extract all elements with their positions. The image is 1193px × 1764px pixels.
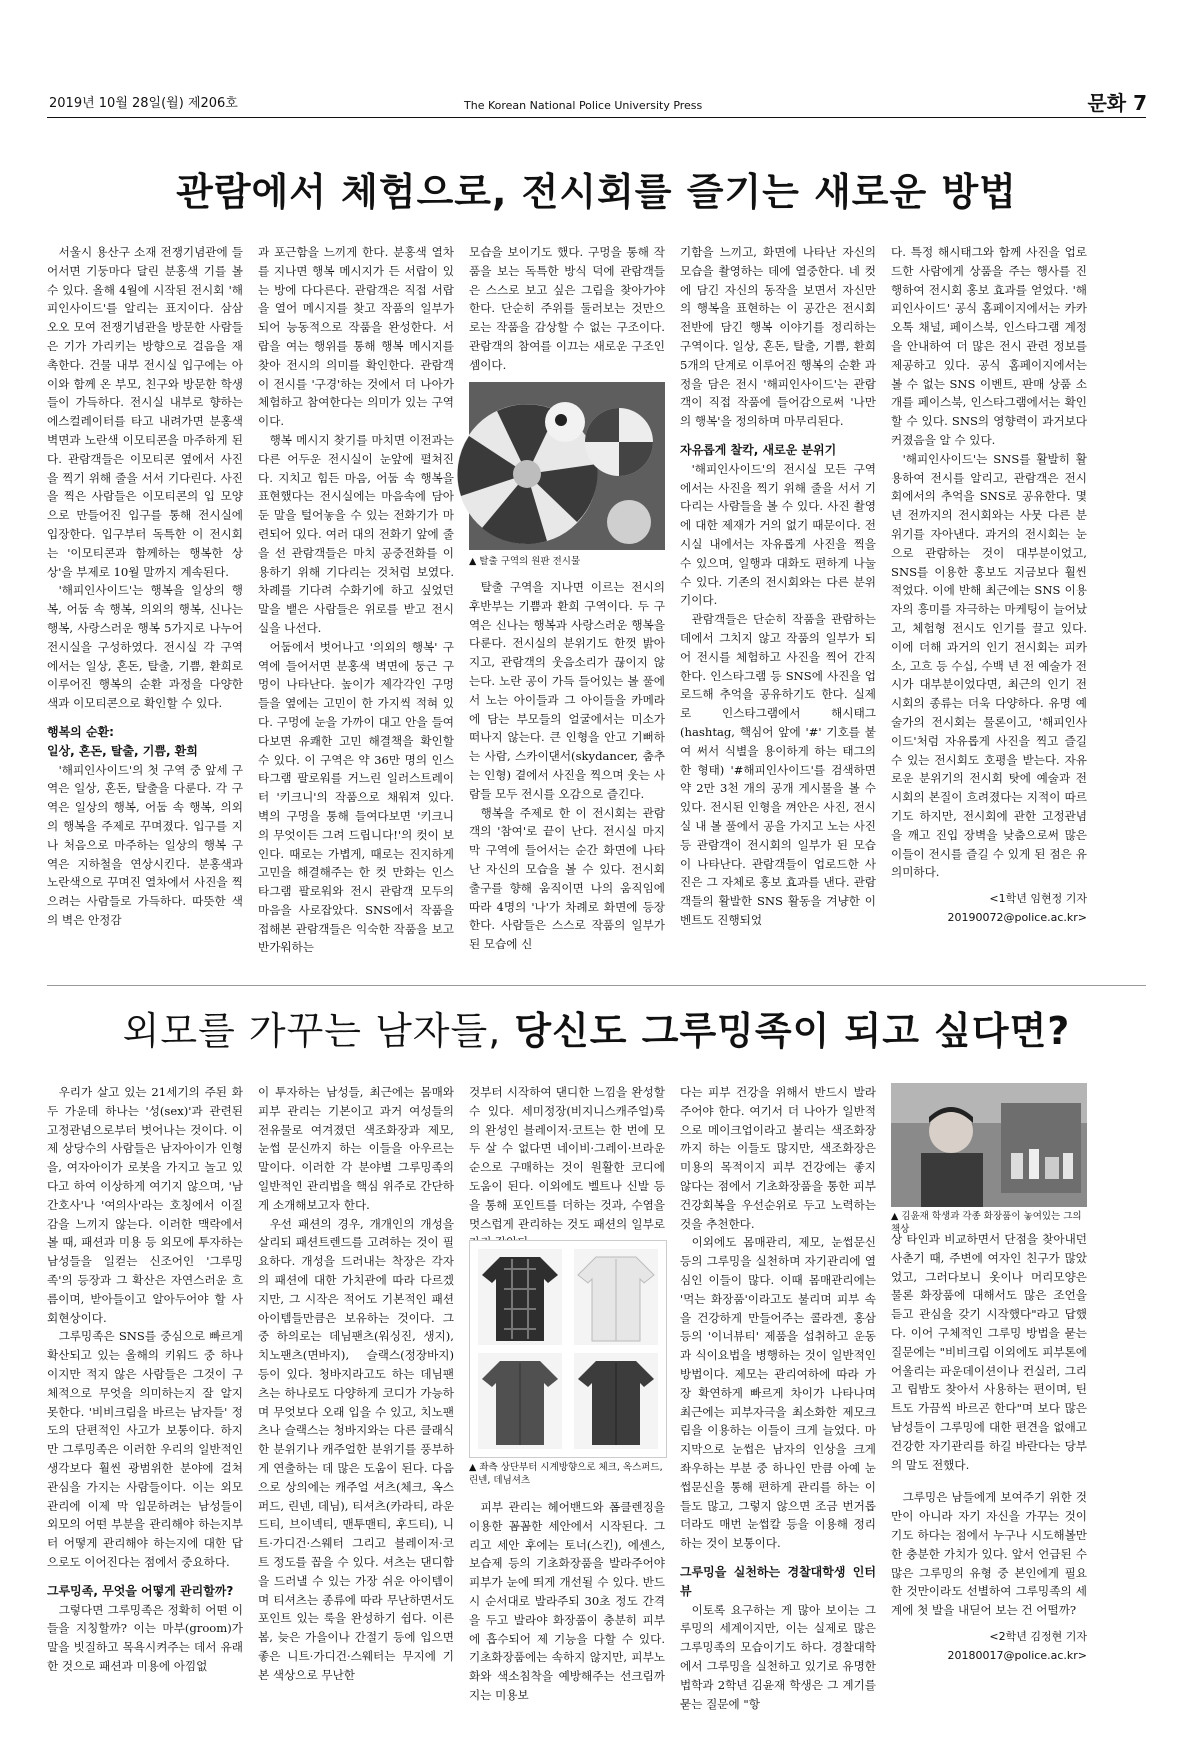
header-rule (47, 117, 1146, 118)
paragraph: 다. 특정 해시태그와 함께 사진을 업로드한 사람에게 상품을 주는 행사를 진행하여 전시회 홍보 효과를 얻었다. '해피인사이드' 공식 홈페이지에서는 카카오톡 채널, 페이스북, 인스타그램 계정을 안내하여 더 많은 전시 관련 정보를 제공하고 있다. 공식 홈페이지에서는 볼 수 없는 SNS 이벤트, 판매 상품 소개를 페이스북, 인스타그램에서는 확인할 수 있다. SNS의 영향력이 과거보다 커졌음을 알 수 있다. (891, 245, 1087, 447)
paragraph: 그루밍은 남들에게 보여주기 위한 것만이 아니라 자기 자신을 가꾸는 것이기도 하다는 점에서 누구나 시도해볼만한 충분한 가치가 있다. 앞서 언급된 수많은 그루밍의 유형 중 본인에게 필요한 것만이라도 선별하여 그루밍족의 세계에 첫 발을 내딛어 보는 건 어떨까? (891, 1490, 1087, 1618)
paragraph: 행복을 주제로 한 이 전시회는 관람객의 '참여'로 끝이 난다. 전시실 마지막 구역에 들어서는 순간 화면에 나타난 자신의 모습을 볼 수 있다. 전시회 출구를 향해 움직이면 나의 움직임에 따라 4명의 '나'가 차례로 화면에 등장한다. 사람들은 스스로 작품의 일부가 된 모습에 신 (469, 805, 665, 952)
denim-shirt (574, 1353, 658, 1449)
article2-headline (0, 1000, 1193, 1055)
paragraph: 탈출 구역을 지나면 이르는 전시의 후반부는 기쁨과 환희 구역이다. 두 구역은 신나는 행복과 사랑스러운 행복을 다룬다. 전시실의 분위기도 한껏 밝아지고, 관람객의 웃음소리가 끊이지 않는다. 노란 공이 가득 들어있는 볼 풀에서 노는 아이들과 그 아이들을 카메라에 담는 부모들의 얼굴에서는 미소가 떠나지 않는다. 큰 인형을 안고 기뻐하는 사람, 스카이댄서(skydancer, 춤추는 인형) 곁에서 사진을 찍으며 웃는 사람들 모두 전시를 오감으로 즐긴다. (469, 580, 665, 801)
shirts-photo-caption: ▲ 좌측 상단부터 시계방향으로 체크, 옥스퍼드, 린넨, 데님셔츠 (469, 1462, 663, 1486)
paragraph: 이 투자하는 남성들, 최근에는 몸매와 피부 관리는 기본이고 과거 여성들의 전유물로 여겨졌던 색조화장과 제모, 눈썹 문신까지 하는 이들을 아우르는 말이다. 이러한 각 분야별 그루밍족의 일반적인 관리법을 핵심 위주로 간단하게 소개해보고자 한다. (258, 1085, 454, 1212)
paragraph: 행복 메시지 찾기를 마치면 이전과는 다른 어두운 전시실이 눈앞에 펼쳐진다. 지치고 힘든 마음, 어둠 속 행복을 표현했다는 전시실에는 마음속에 담아 둔 말을 털어놓을 수 있는 전화기가 마련되어 있다. 여러 대의 전화기 앞에 줄을 선 관람객들은 마치 공중전화를 이용하기 위해 기다리는 것처럼 보였다. 차례를 기다려 수화기에 하고 싶었던 말을 뱉은 사람들은 위로를 받고 전시실을 나선다. (258, 432, 454, 635)
paragraph: '해피인사이드'는 행복을 일상의 행복, 어둠 속 행복, 의외의 행복, 신나는 행복, 사랑스러운 행복 5가지로 나누어 전시실을 구성하였다. 전시실 각 구역에서는 일상, 혼돈, 탈출, 기쁨, 환희로 이루어진 행복의 순환 과정을 다양한 색과 이모티콘으로 확인할 수 있다. (47, 583, 243, 711)
check-shirt (478, 1249, 562, 1345)
article1-col3-top (469, 243, 665, 373)
paragraph: 모습을 보이기도 했다. 구멍을 통해 작품을 보는 독특한 방식 덕에 관람객들은 스스로 보고 싶은 그림을 찾아가야 한다. 단순히 주위를 둘러보는 것만으로는 작품을 감상할 수 없는 구조이다. 관람객의 참여를 이끄는 새로운 구조인 셈이다. (469, 245, 665, 372)
headline-bold-part: 당신도 그루밍족이 되고 싶다면? (514, 1009, 1071, 1053)
paragraph: 것부터 시작하여 댄디한 느낌을 완성할 수 있다. 세미정장(비지니스캐주얼)룩의 완성인 블레이저·코트는 한 번에 모두 살 수 없다면 네이비·그레이·브라운 순으로 구매하는 것이 원활한 코디에 도움이 된다. 이외에도 벨트나 신발 등을 통해 포인트를 더하는 것과, 수염을 멋스럽게 관리하는 것도 패션의 일부로 자리 잡았다. (469, 1085, 665, 1250)
byline: <1학년 임현정 기자 (989, 892, 1087, 906)
paragraph: 과 포근함을 느끼게 한다. 분홍색 열차를 지나면 행복 메시지가 든 서랍이 있는 방에 다다른다. 관람객은 직접 서랍을 열어 메시지를 찾고 작품의 일부가 되어 능동적으로 작품을 완성한다. 서랍을 여는 행위를 통해 행복 메시지를 찾아 전시의 의미를 확인한다. 관람객이 전시를 '구경'하는 것에서 더 나아가 체험하고 참여한다는 의미가 있는 구역이다. (258, 245, 454, 429)
paragraph: 다는 피부 건강을 위해서 반드시 발라주어야 한다. 여기서 더 나아가 일반적으로 메이크업이라고 불리는 색조화장까지 하는 이들도 많지만, 색조화장은 미용의 목적이지 피부 건강에는 좋지 않다는 점에서 기초화장품을 통한 피부 건강회복을 우선순위로 두고 노력하는 것을 추천한다. (680, 1085, 876, 1231)
article2-col2 (258, 1083, 454, 1748)
paragraph: '해피인사이드'의 전시실 모든 구역에서는 사진을 찍기 위해 줄을 서서 기다리는 사람들을 볼 수 있다. 사진 촬영에 대한 제재가 거의 없기 때문이다. 전시실 내에서는 자유롭게 사진을 찍을 수 있으며, 일행과 대화도 편하게 나눌 수 있다. 기존의 전시회와는 다른 분위기이다. (680, 461, 876, 608)
publication-name: The Korean National Police University Press (464, 99, 703, 112)
article1-col1 (47, 243, 243, 978)
paragraph: 기함을 느끼고, 화면에 나타난 자신의 모습을 촬영하는 데에 열중한다. 네 컷에 담긴 자신의 동작을 보면서 자신만의 행복을 표현하는 이 공간은 전시회 전반에 담긴 행복 이야기를 정리하는 구역이다. 일상, 혼돈, 탈출, 기쁨, 환희 5개의 단계로 이루어진 행복의 순환 과정을 담은 전시 '해피인사이드'는 관람객이 직접 작품에 들어감으로써 '나만의 행복'을 정의하며 마무리된다. (680, 245, 876, 429)
section-page: 문화 7 (1087, 91, 1147, 115)
article2-col3-top (469, 1083, 665, 1250)
shirts-photo (469, 1240, 667, 1458)
reporter-email: 20180017@police.ac.kr> (947, 1648, 1087, 1662)
byline: <2학년 김정현 기자 (989, 1629, 1087, 1643)
paragraph: 우리가 살고 있는 21세기의 주된 화두 가운데 하나는 '성(sex)'과 관련된 고정관념으로부터 벗어나는 것이다. 이제 상당수의 사람들은 남자아이가 인형을, 여자아이가 로봇을 가지고 놀고 있다고 하여 이상하게 여기지 않으며, '남간호사'나 '여의사'라는 호칭에서 이질감을 느끼지 않는다. 이러한 맥락에서 볼 때, 패션과 미용 등 외모에 투자하는 남성들을 일컫는 신조어인 '그루밍족'의 등장과 그 확산은 자연스러운 흐름이며, 받아들이고 알아두어야 할 사회현상이다. (47, 1085, 243, 1325)
article2-col5 (891, 1230, 1087, 1748)
paragraph: 관람객들은 단순히 작품을 관람하는 데에서 그치지 않고 작품의 일부가 되어 전시를 체험하고 사진을 찍어 간직한다. 인스타그램 등 SNS에 사진을 업로드해 추억을 공유하기도 한다. 실제로 인스타그램에서 해시태그(hashtag, 핵심어 앞에 '#' 기호를 붙여 써서 식별을 용이하게 하는 태그의 한 형태) '#해피인사이드'를 검색하면 약 2만 3천 개의 공개 게시물을 볼 수 있다. 전시된 인형을 껴안은 사진, 전시실 내 볼 풀에서 공을 가지고 노는 사진 등 관람객이 전시회의 일부가 된 모습이 나타난다. 관람객들이 업로드한 사진은 그 자체로 홍보 효과를 낸다. 관람객들의 활발한 SNS 활동을 겨냥한 이벤트도 진행되었 (680, 612, 876, 927)
article1-col5 (891, 243, 1087, 978)
article2-col4 (680, 1083, 876, 1748)
paragraph: '해피인사이드'는 SNS를 활발히 활용하여 전시를 알리고, 관람객은 전시회에서의 추억을 SNS로 공유한다. 몇 년 전까지의 전시회와는 사뭇 다른 분위기를 자아낸다. 과거의 전시회는 눈으로 관람하는 것이 대부분이었고, SNS를 이용한 홍보도 지금보다 훨씬 적었다. 이에 반해 최근에는 SNS 이용자의 흥미를 자극하는 마케팅이 늘어났고, 체험형 전시도 인기를 끌고 있다. 이에 더해 과거의 인기 전시회는 피카소, 고흐 등 수십, 수백 년 전 예술가 전시가 대부분이었다면, 최근의 인기 전시회의 종류는 더욱 다양하다. 유명 예술가의 전시회는 물론이고, '해피인사이드'처럼 자유롭게 사진을 찍고 즐길 수 있는 전시회도 호평을 받는다. 자유로운 분위기의 전시회 탓에 예술과 전시회의 본질이 흐려졌다는 지적이 따르기도 하지만, 전시회에 관한 고정관념을 깨고 진입 장벽을 낮춤으로써 많은 이들이 전시를 즐길 수 있게 된 점은 유의미하다. (891, 451, 1087, 880)
student-photo-caption: ▲ 김윤재 학생과 각종 화장품이 놓여있는 그의 책상 (891, 1211, 1082, 1235)
article2-col1 (47, 1083, 243, 1748)
paragraph: 그렇다면 그루밍족은 정확히 어떤 이들을 지칭할까? 이는 마부(groom)가 말을 빗질하고 목욕시켜주는 데서 유래한 것으로 패션과 미용에 아낌없 (47, 1602, 243, 1673)
exhibit-photo (469, 382, 665, 550)
paragraph: 이토록 요구하는 게 많아 보이는 그루밍의 세계이지만, 이는 실제로 많은 그루밍족의 모습이기도 하다. 경찰대학에서 그루밍을 실천하고 있기로 유명한 법학과 2학년 김윤재 학생은 그 계기를 묻는 질문에 "항 (680, 1602, 876, 1711)
issue-date: 2019년 10월 28일(월) 제206호 (49, 96, 238, 111)
article2-col3-bottom (469, 1498, 665, 1748)
article1-col2 (258, 243, 454, 978)
subheading: 자유롭게 찰칵, 새로운 분위기 (680, 442, 837, 457)
subheading: 그루밍족, 무엇을 어떻게 관리할까? (47, 1583, 234, 1598)
article1-col3-bottom (469, 578, 665, 978)
oxford-shirt (574, 1249, 658, 1345)
paragraph: '해피인사이드'의 첫 구역 중 앞세 구역은 일상, 혼돈, 탈출을 다룬다. 각 구역은 일상의 행복, 어둠 속 행복, 의외의 행복을 주제로 꾸며졌다. 입구를 지나 처음으로 마주하는 일상의 행복 구역은 지하철을 연상시킨다. 분홍색과 노란색으로 꾸며진 열차에서 사진을 찍으려는 사람들로 가득하다. 따뜻한 색의 벽은 안정감 (47, 762, 243, 927)
headline-light-part: 외모를 가꾸는 남자들, (122, 1009, 502, 1053)
exhibit-photo-caption: ▲ 탈출 구역의 원판 전시물 (469, 556, 581, 567)
article1-headline: 관람에서 체험으로, 전시회를 즐기는 새로운 방법 (176, 170, 1017, 214)
paragraph: 우선 패션의 경우, 개개인의 개성을 살리되 패션트렌드를 고려하는 것이 필요하다. 개성을 드러내는 착장은 각자의 패션에 대한 가치관에 따라 다르겠지만, 그 시작은 적어도 기본적인 패션 아이템들만큼은 보유하는 것이다. 그 중 하의로는 데님팬츠(워싱진, 생지), 치노팬츠(면바지), 슬랙스(정장바지) 등이 있다. 청바지라고도 하는 데님팬츠는 하나로도 다양하게 코디가 가능하며 무엇보다 오래 입을 수 있고, 치노팬츠나 슬랙스는 청바지와는 다른 클래식한 분위기나 캐주얼한 분위기를 풍부하게 연출하는 데 많은 도움이 된다. 다음으로 상의에는 캐주얼 셔츠(체크, 옥스퍼드, 린넨, 데님), 티셔츠(카라티, 라운드티, 브이넥티, 맨투맨티, 후드티), 니트·가디건·스웨터 그리고 블레이저·코트 정도를 꼽을 수 있다. 셔츠는 댄디함을 드러낼 수 있는 가장 쉬운 아이템이며 티셔츠는 종류에 따라 무난하면서도 포인트 있는 룩을 완성하기 쉽다. 이른 봄, 늦은 가을이나 간절기 등에 입으면 좋은 니트·가디건·스웨터는 무지에 기본 색상으로 무난한 (258, 1216, 454, 1682)
paragraph: 서울시 용산구 소재 전쟁기념관에 들어서면 기둥마다 달린 분홍색 기를 볼 수 있다. 올해 4월에 시작된 전시회 '해피인사이드'를 알리는 표지이다. 삼삼오오 모여 전쟁기념관을 방문한 사람들은 기가 가리키는 방향으로 걸음을 재촉한다. 건물 내부 전시실 입구에는 아이와 함께 온 부모, 친구와 방문한 학생들이 가득하다. 전시실 내부로 향하는 에스컬레이터를 타고 내려가면 분홍색 벽면과 노란색 이모티콘을 마주하게 된다. 관람객들은 이모티콘 옆에서 사진을 찍기 위해 줄을 서서 기다린다. 사진을 찍은 사람들은 이모티콘의 입 모양으로 만들어진 입구를 통해 전시실에 입장한다. 입구부터 독특한 이 전시회는 '이모티콘과 함께하는 행복한 상상'을 부제로 10월 말까지 계속된다. (47, 245, 243, 579)
paragraph: 상 타인과 비교하면서 단점을 찾아내던 사춘기 때, 주변에 여자인 친구가 많았었고, 그러다보니 옷이나 머리모양은 물론 화장품에 대해서도 많은 조언을 듣고 관심을 갖기 시작했다"라고 답했다. 이어 구체적인 그루밍 방법을 묻는 질문에는 "비비크림 이외에도 피부톤에 어울리는 파운데이션이나 컨실러, 그리고 립밤도 찾아서 사용하는 편이며, 틴트도 가끔씩 바르곤 한다"며 보다 많은 남성들이 그루밍에 대한 편견을 없애고 건강한 자기관리를 하길 바란다는 당부의 말도 전했다. (891, 1232, 1087, 1472)
paragraph: 어둠에서 벗어나고 '의외의 행복' 구역에 들어서면 분홍색 벽면에 둥근 구멍이 나타난다. 높이가 제각각인 구멍들을 옆에는 고민이 한 가지씩 적혀 있다. 구멍에 눈을 가까이 대고 안을 들여다보면 유쾌한 고민 해결책을 확인할 수 있다. 이 구역은 약 36만 명의 인스타그램 팔로워를 거느린 일러스트레이터 '키크니'의 작품으로 채워져 있다. 벽의 구멍을 통해 들여다보면 '키크니의 무엇이든 그려 드립니다!'의 컷이 보인다. 때로는 가볍게, 때로는 진지하게 고민을 해결해주는 한 컷 만화는 인스타그램 팔로워와 전시 관람객 모두의 마음을 사로잡았다. SNS에서 작품을 접해본 관람객들은 익숙한 작품을 보고 반가워하는 (258, 639, 454, 955)
paragraph: 피부 관리는 헤어밴드와 폼클렌징을 이용한 꼼꼼한 세안에서 시작된다. 그리고 세안 후에는 토너(스킨), 에센스, 보습제 등의 기초화장품을 발라주어야 피부가 눈에 띄게 개선될 수 있다. 반드시 순서대로 발라주되 30초 정도 간격을 두고 발라야 화장품이 충분히 피부에 흡수되어 제 기능을 다할 수 있다. 기초화장품에는 속하지 않지만, 피부노화와 색소침착을 예방해주는 선크림까지는 미용보 (469, 1500, 665, 1702)
article1-col4 (680, 243, 876, 978)
subheading: 그루밍을 실천하는 경찰대학생 인터뷰 (680, 1564, 876, 1598)
linen-shirt (478, 1353, 562, 1449)
section-divider (47, 985, 1146, 986)
paragraph: 이외에도 몸매관리, 제모, 눈썹문신 등의 그루밍을 실천하며 자기관리에 열심인 이들이 많다. 이때 몸매관리에는 '먹는 화장품'이라고도 불리며 피부 속을 건강하게 만들어주는 콜라겐, 홍삼 등의 '이너뷰티' 제품을 섭취하고 운동과 식이요법을 병행하는 것이 일반적인 방법이다. 제모는 관리여하에 따라 가장 확연하게 빠르게 차이가 나타나며 최근에는 피부자극을 최소화한 제모크림을 이용하는 이들이 크게 늘었다. 마지막으로 눈썹은 남자의 인상을 크게 좌우하는 부분 중 하나인 만큼 아예 눈썹문신을 통해 편하게 관리를 하는 이들도 많고, 그렇지 않으면 조금 번거롭더라도 매번 눈썹칼 등을 이용해 정리하는 것이 보통이다. (680, 1235, 876, 1551)
reporter-email: 20190072@police.ac.kr> (947, 910, 1087, 924)
paragraph: 그루밍족은 SNS를 중심으로 빠르게 확산되고 있는 올해의 키워드 중 하나이지만 적지 않은 사람들은 그것이 구체적으로 무엇을 의미하는지 잘 알지 못한다. '비비크림을 바르는 남자들' 정도의 단편적인 사고가 보통이다. 하지만 그루밍족은 이러한 우리의 일반적인 생각보다 훨씬 광범위한 분야에 걸쳐 관심을 가지는 사람들이다. 이는 외모관리에 이제 막 입문하려는 남성들이 외모의 어떤 부분을 관리해야 하는지부터 어떻게 관리해야 하는지에 대한 답으로도 이어진다는 점에서 중요하다. (47, 1329, 243, 1569)
subheading: 행복의 순환: 일상, 혼돈, 탈출, 기쁨, 환희 (47, 724, 198, 758)
student-photo (891, 1083, 1087, 1207)
